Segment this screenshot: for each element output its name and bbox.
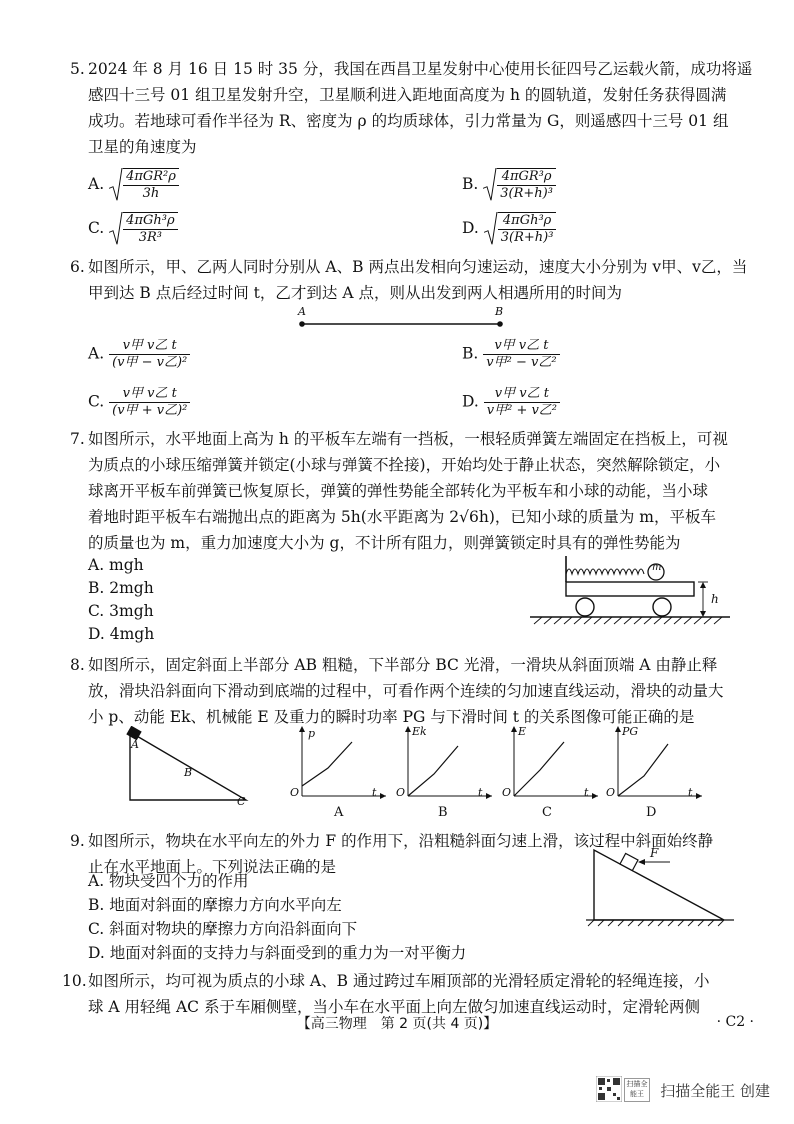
question-number: 9. [70, 832, 85, 850]
question-text: 卫星的角速度为 [88, 138, 197, 156]
option-label: C. [88, 219, 105, 237]
cart-body [566, 582, 694, 596]
option-d[interactable] [462, 386, 560, 419]
ball-mass-label: m [652, 562, 662, 573]
page-code: · C2 · [716, 1014, 754, 1030]
option-c[interactable]: C. 斜面对物块的摩擦力方向沿斜面向下 [88, 920, 358, 938]
graph-b-caption: B [438, 805, 448, 820]
radical-icon [483, 168, 497, 202]
wheel [576, 598, 594, 616]
option-b[interactable]: B. 2mgh [88, 579, 154, 597]
option-a[interactable]: A. 物块受四个力的作用 [88, 872, 249, 890]
radical-icon [109, 212, 123, 246]
point-a-label: A [298, 305, 306, 318]
option-c[interactable] [88, 386, 190, 419]
fraction [109, 386, 190, 419]
denominator: 3h [142, 186, 160, 201]
curve [514, 742, 564, 796]
curve [302, 742, 352, 786]
question-text: 为质点的小球压缩弹簧并锁定(小球与弹簧不拴接)，开始均处于静止状态，突然解除锁定，小 [88, 456, 721, 474]
graph-a-caption: A [334, 805, 344, 820]
denominator: (v甲 − v乙)² [112, 355, 188, 370]
option-label: B. [462, 344, 479, 363]
question-text: 小 p、动能 Ek、机械能 E 及重力的瞬时功率 PG 与下滑时间 t 的关系图像可能正确的是 [88, 708, 695, 726]
numerator: 4πGh³ρ [123, 213, 177, 230]
graph-a-x-label: t [372, 786, 377, 799]
denominator: 3(R+h)³ [500, 186, 553, 201]
question-text: 放，滑块沿斜面向下滑动到底端的过程中，可看作两个连续的匀加速直线运动，滑块的动量大 [88, 682, 724, 700]
option-d[interactable]: D. 地面对斜面的支持力与斜面受到的重力为一对平衡力 [88, 944, 467, 962]
numerator: v甲 v乙 t [483, 338, 559, 355]
option-b[interactable]: B. 地面对斜面的摩擦力方向水平向左 [88, 896, 342, 914]
question-text: 着地时距平板车右端抛出点的距离为 5h(水平距离为 2√6h)，已知小球的质量为 m，平板车 [88, 508, 717, 526]
point-b-label: B [495, 305, 504, 318]
fraction [109, 338, 190, 371]
graph-c-origin: O [502, 786, 512, 799]
question-text: 的质量也为 m，重力加速度大小为 g，不计所有阻力，则弹簧锁定时具有的弹性势能为 [88, 534, 681, 552]
option-d[interactable]: D. 4mgh [88, 625, 155, 643]
option-label: A. [88, 175, 105, 193]
question-6 [70, 254, 768, 306]
point-b [497, 321, 503, 327]
spring [566, 569, 644, 574]
wheel [653, 598, 671, 616]
force-label: F [650, 846, 659, 860]
question-text: 球 A 用轻绳 AC 系于车厢侧壁，当小车在水平面上向左做匀加速直线运动时，定滑轮两侧 [88, 998, 700, 1016]
numerator: 4πGh³ρ [498, 213, 557, 230]
option-c[interactable]: C. 3mgh [88, 602, 154, 620]
graph-c-y-label: E [518, 725, 527, 738]
point-a [299, 321, 305, 327]
question-text: 甲到达 B 点后经过时间 t，乙才到达 A 点，则从出发到两人相遇所用的时间为 [88, 284, 622, 302]
numerator: 4πGR³ρ [497, 169, 556, 186]
option-c[interactable] [88, 212, 178, 246]
scanner-logo: 扫描全能王 [624, 1078, 650, 1102]
fraction [123, 213, 177, 246]
graph-d-origin: O [606, 786, 616, 799]
question-text: 如图所示，固定斜面上半部分 AB 粗糙，下半部分 BC 光滑，一滑块从斜面顶端 A 由静止释 [88, 656, 718, 674]
option-a[interactable] [88, 168, 179, 202]
question-text: 如图所示，甲、乙两人同时分别从 A、B 两点出发相向匀速运动，速度大小分别为 v甲、v乙，当 [88, 258, 748, 276]
question-7 [70, 426, 768, 556]
question-number: 8. [70, 656, 85, 674]
option-label: B. [462, 175, 479, 193]
numerator: 4πGR²ρ [123, 169, 179, 186]
incline-point-c: C [237, 795, 246, 808]
option-d[interactable] [462, 212, 556, 246]
radical-icon [109, 168, 123, 202]
option-a[interactable] [88, 338, 190, 371]
graph-a-origin: O [290, 786, 300, 799]
page-footer: 【高三物理 第 2 页(共 4 页)】 [296, 1016, 498, 1032]
graph-c-x-label: t [584, 786, 589, 799]
question-number: 6. [70, 258, 85, 276]
fraction [498, 213, 557, 246]
graph-d-caption: D [646, 805, 657, 820]
question-text: 止在水平地面上。下列说法正确的是 [88, 858, 337, 876]
denominator: v甲² − v乙² [486, 355, 557, 370]
numerator: v甲 v乙 t [109, 386, 190, 403]
graph-a-y-label: p [308, 727, 316, 740]
question-text: 如图所示，物块在水平向左的外力 F 的作用下，沿粗糙斜面匀速上滑，该过程中斜面始终静 [88, 832, 714, 850]
graph-d-x-label: t [688, 786, 693, 799]
denominator: 3R³ [138, 230, 163, 245]
radical-icon [484, 212, 498, 246]
question-number: 5. [70, 60, 85, 78]
option-b[interactable] [462, 168, 556, 202]
question-number: 10. [62, 972, 87, 990]
question-text: 如图所示，水平地面上高为 h 的平板车左端有一挡板，一根轻质弹簧左端固定在挡板上，可视 [88, 430, 728, 448]
graph-b-x-label: t [478, 786, 483, 799]
curve [408, 746, 458, 796]
qr-code-icon [596, 1076, 622, 1102]
numerator: v甲 v乙 t [109, 338, 190, 355]
question-text: 2024 年 8 月 16 日 15 时 35 分，我国在西昌卫星发射中心使用长征四号乙运载火箭，成功将遥 [88, 60, 753, 78]
option-label: D. [462, 392, 479, 411]
option-b[interactable] [462, 338, 560, 371]
option-a[interactable]: A. mgh [88, 556, 144, 574]
graph-b-origin: O [396, 786, 406, 799]
incline-point-b: B [184, 766, 193, 779]
question-text: 球离开平板车前弹簧已恢复原长，弹簧的弹性势能全部转化为平板车和小球的动能，当小球 [88, 482, 709, 500]
question-number: 7. [70, 430, 85, 448]
graph-c-caption: C [542, 805, 552, 820]
denominator: (v甲 + v乙)² [112, 403, 188, 418]
incline-force-figure [586, 846, 736, 932]
graph-d-y-label: PG [622, 725, 639, 738]
question-text: 如图所示，均可视为质点的小球 A、B 通过跨过车厢顶部的光滑轻质定滑轮的轻绳连接，小 [88, 972, 710, 990]
sqrt-expression [109, 168, 179, 202]
segment-ab-figure [290, 306, 510, 332]
ground-hatch [534, 617, 722, 624]
height-label: h [711, 592, 719, 606]
fraction [483, 338, 559, 371]
numerator: v甲 v乙 t [484, 386, 560, 403]
fraction [497, 169, 556, 202]
curve [618, 744, 668, 796]
option-label: A. [88, 344, 105, 363]
sqrt-expression [109, 212, 177, 246]
block [620, 853, 638, 870]
sqrt-expression [484, 212, 557, 246]
option-label: D. [462, 219, 479, 237]
denominator: v甲² + v乙² [486, 403, 558, 418]
question-8 [70, 652, 768, 730]
question-5 [70, 56, 768, 160]
question-text: 成功。若地球可看作半径为 R、密度为 ρ 的均质球体，引力常量为 G，则遥感四十三号 01 组 [88, 112, 729, 130]
denominator: 3(R+h)³ [500, 230, 554, 245]
cart-spring-figure [530, 552, 730, 634]
sqrt-expression [483, 168, 556, 202]
incline-point-a: A [131, 738, 139, 751]
question-text: 感四十三号 01 组卫星发射升空，卫星顺利进入距地面高度为 h 的圆轨道，发射任务获得圆满 [88, 86, 727, 104]
scanner-watermark: 扫描全能王 创建 [660, 1082, 770, 1100]
fraction [123, 169, 179, 202]
fraction [484, 386, 560, 419]
option-label: C. [88, 392, 105, 411]
graph-b-y-label: Ek [412, 725, 427, 738]
